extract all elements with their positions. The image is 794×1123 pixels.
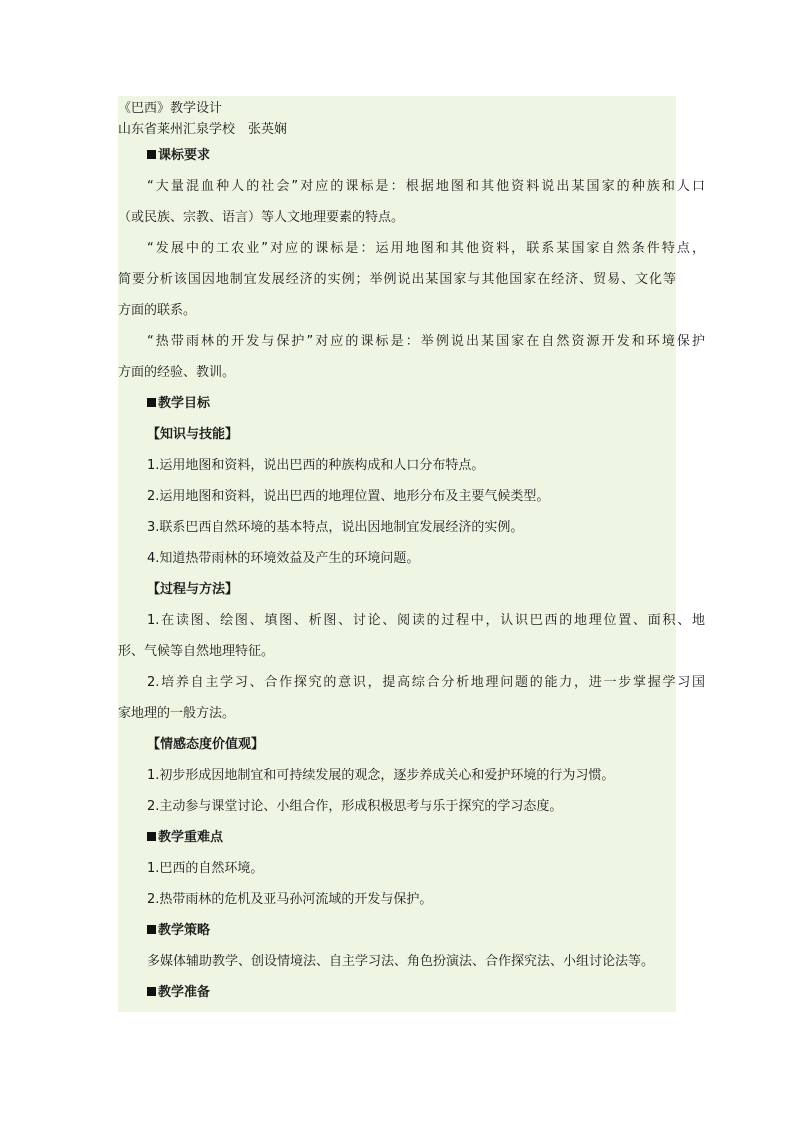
section-heading-text: 教学重难点 — [158, 830, 224, 845]
list-item: 2.主动参与课堂讨论、小组合作，形成积极思考与乐于探究的学习态度。 — [147, 799, 563, 814]
paragraph-line: 简要分析该国因地制宜发展经济的实例；举例说出某国家与其他国家在经济、贸易、文化等 — [118, 272, 676, 287]
paragraph-line: （或民族、宗教、语言）等人文地理要素的特点。 — [118, 210, 405, 225]
author-line: 山东省莱州汇泉学校 张英娴 — [118, 122, 288, 137]
document-page — [118, 96, 705, 1012]
section-heading-objectives — [118, 395, 705, 413]
square-bullet-icon — [147, 150, 156, 159]
list-item: 1.运用地图和资料，说出巴西的种族构成和人口分布特点。 — [147, 458, 485, 473]
paragraph-line: “发展中的工农业”对应的课标是：运用地图和其他资料，联系某国家自然条件特点， — [147, 241, 705, 256]
list-item: 1.巴西的自然环境。 — [147, 861, 264, 876]
square-bullet-icon — [147, 925, 156, 934]
section-heading-standards — [118, 147, 705, 165]
document-title: 《巴西》教学设计 — [118, 101, 223, 116]
paragraph-line: “大量混血种人的社会”对应的课标是：根据地图和其他资料说出某国家的种族和人口 — [147, 179, 705, 194]
section-heading-text: 教学目标 — [158, 396, 211, 411]
list-item: 2.运用地图和资料，说出巴西的地理位置、地形分布及主要气候类型。 — [147, 489, 550, 504]
paragraph-line: 方面的经验、教训。 — [118, 365, 236, 380]
section-heading-key-points — [118, 829, 705, 847]
section-heading-strategy — [118, 922, 705, 940]
section-heading-text: 教学策略 — [158, 923, 211, 938]
list-item: 2.培养自主学习、合作探究的意识，提高综合分析地理问题的能力，进一步掌握学习国 — [147, 675, 705, 690]
list-item: 4.知道热带雨林的环境效益及产生的环境问题。 — [147, 551, 420, 566]
subheading-process: 【过程与方法】 — [147, 582, 239, 597]
list-item: 2.热带雨林的危机及亚马孙河流域的开发与保护。 — [147, 892, 433, 907]
paragraph-line: “热带雨林的开发与保护”对应的课标是：举例说出某国家在自然资源开发和环境保护 — [147, 334, 705, 349]
square-bullet-icon — [147, 832, 156, 841]
section-heading-text: 课标要求 — [158, 148, 211, 163]
list-item: 1.在读图、绘图、填图、析图、讨论、阅读的过程中，认识巴西的地理位置、面积、地 — [147, 613, 705, 628]
section-heading-preparation — [118, 984, 705, 1002]
list-item-continuation: 家地理的一般方法。 — [118, 706, 236, 721]
subheading-attitude: 【情感态度价值观】 — [147, 737, 265, 752]
paragraph-line: 多媒体辅助教学、创设情境法、自主学习法、角色扮演法、合作探究法、小组讨论法等。 — [147, 954, 655, 969]
square-bullet-icon — [147, 987, 156, 996]
square-bullet-icon — [147, 398, 156, 407]
list-item: 1.初步形成因地制宜和可持续发展的观念，逐步养成关心和爱护环境的行为习惯。 — [147, 768, 615, 783]
section-heading-text: 教学准备 — [158, 985, 211, 1000]
paragraph-line: 方面的联系。 — [118, 303, 197, 318]
subheading-knowledge: 【知识与技能】 — [147, 427, 239, 442]
list-item-continuation: 形、气候等自然地理特征。 — [118, 644, 275, 659]
list-item: 3.联系巴西自然环境的基本特点，说出因地制宜发展经济的实例。 — [147, 520, 524, 535]
